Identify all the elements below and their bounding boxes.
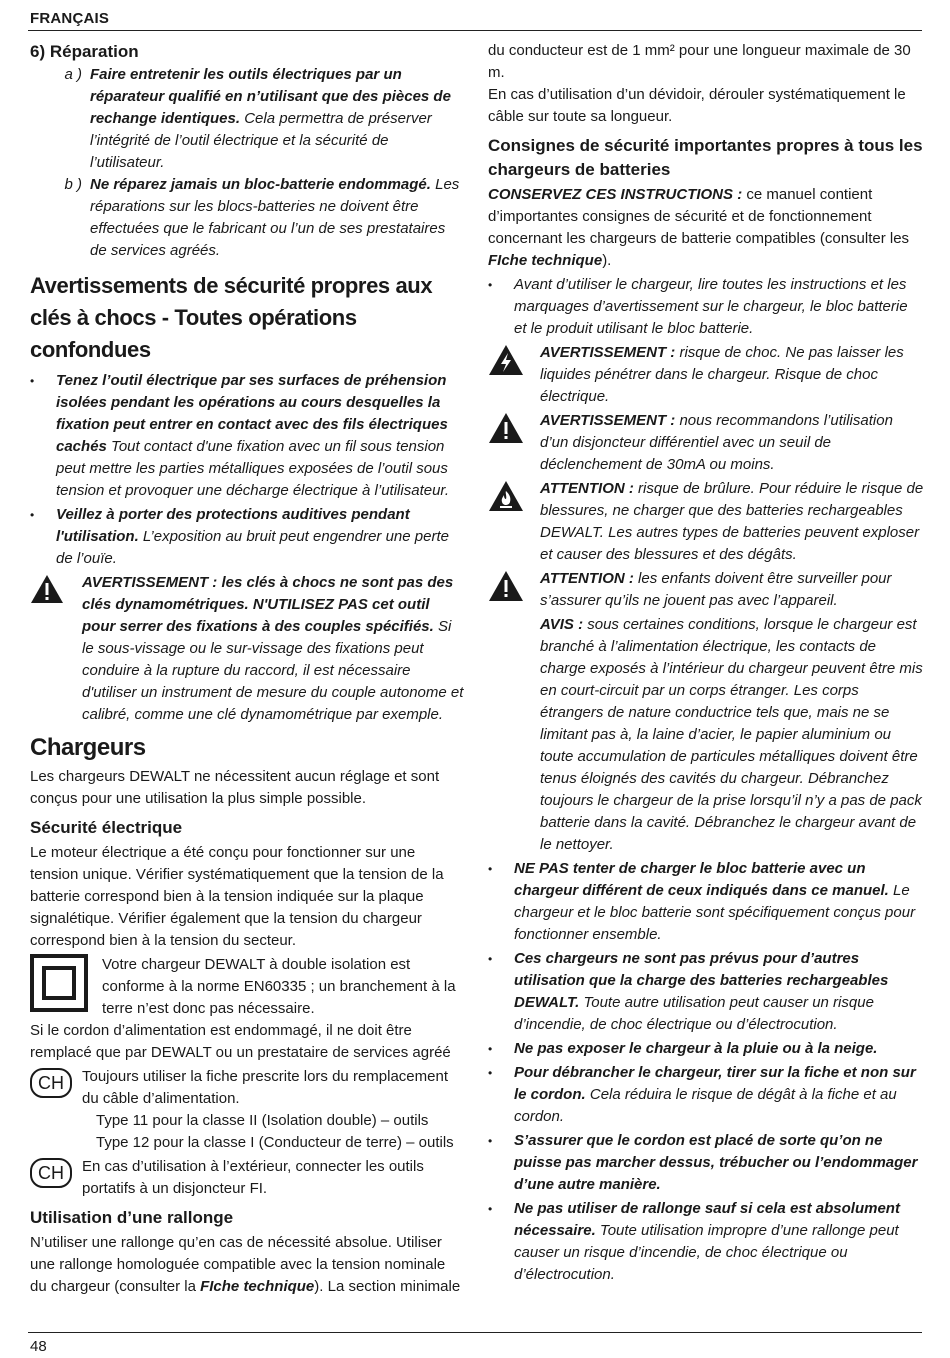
extension-para: N’utiliser une rallonge qu’en cas de nécessité absolue. Utiliser une rallonge homologuée compatible avec la tension nominale du chargeur (consulter la FIche technique). La section minimale bbox=[30, 1234, 461, 1295]
item-label: b ) bbox=[64, 176, 82, 193]
list-item bbox=[30, 504, 464, 570]
page-number: 48 bbox=[30, 1338, 47, 1355]
continued-para-1: du conducteur est de 1 mm² pour une longueur maximale de 30 m. bbox=[488, 42, 911, 81]
notice bbox=[488, 614, 924, 856]
bullet-bold: Tenez l’outil électrique par ses surfaces de préhension isolées pendant les opérations au cours desquelles la fixation peut entrer en contact avec des fils électriques cachés bbox=[56, 372, 448, 455]
chargers-intro: Les chargeurs DEWALT ne nécessitent aucun réglage et sont conçus pour une utilisation la plus simple possible. bbox=[30, 768, 440, 807]
warning-rcd: AVERTISSEMENT : nous recommandons l’utilisation d’un disjoncteur différentiel avec un seuil de déclenchement de 30mA ou moins. bbox=[488, 410, 924, 476]
item-bold: Faire entretenir les outils électriques par un réparateur qualifié en n’utilisant que des pièces de rechange identiques. bbox=[90, 66, 451, 127]
list-item: • Pour débrancher le chargeur, tirer sur la fiche et non sur le cordon. Cela réduira le risque de dégât à la fiche et au cordon. bbox=[488, 1062, 924, 1128]
right-column bbox=[488, 40, 924, 1286]
warning-icon bbox=[30, 572, 82, 726]
repair-item-b bbox=[30, 174, 464, 262]
conserve-bold: CONSERVEZ CES INSTRUCTIONS : bbox=[488, 186, 743, 203]
warning-icon bbox=[488, 568, 540, 612]
notice-text: sous certaines conditions, lorsque le chargeur est branché à l’alimentation électrique, les contacts de charge exposés à l’intérieur du chargeur peuvent être mis en court-circuit par un corps étranger. Les corps étrangers de nature conductrice tels que, mais ne se limitant pas à, la laine d’acier, le papier aluminium ou toute accumulation de particules métalliques doivent être tenus éloignés des cavités du chargeur. Débranchez toujours le chargeur de la prise lorsqu’il n’y a pas de pack batterie dans la cavité. Débranchez le chargeur avant de le nettoyer. bbox=[540, 616, 923, 853]
bullet-icon: • bbox=[488, 1134, 493, 1148]
ch-badge-icon: CH bbox=[30, 1158, 72, 1188]
impact-warning bbox=[30, 572, 464, 726]
electrical-heading: Sécurité électrique bbox=[30, 818, 183, 837]
bullet-icon: • bbox=[488, 952, 493, 966]
bullet-text: L’exposition au bruit peut engendrer une perte de l’ouïe. bbox=[56, 528, 449, 567]
type-12-line: Type 12 pour la classe I (Conducteur de terre) – outils bbox=[96, 1134, 454, 1151]
warning-icon bbox=[488, 410, 540, 476]
ch-row-2 bbox=[30, 1156, 464, 1200]
item-bold: Ne réparez jamais un bloc-batterie endommagé. bbox=[90, 176, 431, 193]
bullet-icon: • bbox=[30, 508, 35, 522]
ch-badge-icon: CH bbox=[30, 1068, 72, 1098]
list-item: • NE PAS tenter de charger le bloc batterie avec un chargeur différent de ceux indiqués dans ce manuel. Le chargeur et le bloc batterie sont spécifiquement conçus pour fonctionner ensemble. bbox=[488, 858, 924, 946]
electrical-para2: Si le cordon d’alimentation est endommagé, il ne doit être remplacé que par DEWALT ou un prestataire de services agréé bbox=[30, 1022, 451, 1061]
list-item: • Ne pas utiliser de rallonge sauf si cela est absolument nécessaire. Toute utilisation impropre d’une rallonge peut causer un risque d’incendie, de choc électrique ou d’électrocution. bbox=[488, 1198, 924, 1286]
header-rule bbox=[28, 30, 922, 31]
ch-row-1 bbox=[30, 1066, 464, 1110]
bullet-text: Avant d’utiliser le chargeur, lire toutes les instructions et les marquages d’avertissement sur le chargeur, le bloc batterie et le produit utilisant le bloc batterie. bbox=[514, 276, 908, 337]
double-insulation-row bbox=[30, 954, 464, 1020]
ch-text-1: Toujours utiliser la fiche prescrite lors du remplacement du câble d’alimentation. bbox=[82, 1068, 448, 1107]
list-item: • Ne pas exposer le chargeur à la pluie ou à la neige. bbox=[488, 1038, 924, 1060]
warning-text: Si le sous-vissage ou le sur-vissage des fixations peut conduire à la rupture du raccord, il est nécessaire d'utiliser un instrument de mesure du couple autonome et calibré, comme une clé dynamométrique par exemple. bbox=[82, 618, 464, 723]
electrical-para1: Le moteur électrique a été conçu pour fonctionner sur une tension unique. Vérifier systématiquement que la tension de la batterie correspond bien à la tension indiquée sur la plaque signalétique. Vérifier également que la tension du chargeur correspond bien à la tension du secteur. bbox=[30, 844, 444, 949]
conserve-para: CONSERVEZ CES INSTRUCTIONS : ce manuel contient d’importantes consignes de sécurité et de fonctionnement concernant les chargeurs de batterie compatibles (consulter les FIche technique). bbox=[488, 186, 910, 269]
item-label: a ) bbox=[64, 66, 82, 83]
list-item: • S’assurer que le cordon est placé de sorte qu’on ne puisse pas marcher dessus, trébucher ou l’endommager d’une autre manière. bbox=[488, 1130, 924, 1196]
list-item bbox=[488, 274, 924, 340]
header-language: FRANÇAIS bbox=[30, 10, 110, 27]
warning-bold: AVERTISSEMENT : les clés à chocs ne sont pas des clés dynamométriques. N'UTILISEZ PAS cet outil pour serrer des fixations à des couples spécifiés. bbox=[82, 574, 454, 635]
bullet-icon: • bbox=[488, 278, 493, 292]
list-item: • Ces chargeurs ne sont pas prévus pour d’autres utilisation que la charge des batteries rechargeables DEWALT. Toute autre utilisation peut causer un risque d’incendie, de choc électrique ou d’électrocution. bbox=[488, 948, 924, 1036]
repair-item-a bbox=[30, 64, 464, 174]
bullet-bold: Veillez à porter des protections auditives pendant l'utilisation. bbox=[56, 506, 410, 545]
impact-heading: Avertissements de sécurité propres aux clés à chocs - Toutes opérations confondues bbox=[30, 273, 433, 362]
repair-heading: 6) Réparation bbox=[30, 42, 139, 61]
double-insulation-icon bbox=[30, 954, 102, 1020]
left-column bbox=[30, 40, 464, 1298]
technical-sheet-ref: FIche technique bbox=[488, 252, 603, 269]
ch-text-2: En cas d’utilisation à l’extérieur, connecter les outils portatifs à un disjoncteur FI. bbox=[82, 1158, 424, 1197]
extension-heading: Utilisation d’une rallonge bbox=[30, 1208, 234, 1227]
chargers-heading: Chargeurs bbox=[30, 734, 146, 761]
warning-burn: ATTENTION : risque de brûlure. Pour réduire le risque de blessures, ne charger que des batteries rechargeables DEWALT. Les autres types de batteries peuvent exploser et causer des blessures et des dégâts. bbox=[488, 478, 924, 566]
double-insulation-text: Votre chargeur DEWALT à double isolation est conforme à la norme EN60335 ; un branchement à la terre n’est donc pas nécessaire. bbox=[102, 956, 456, 1017]
notice-bold: AVIS : bbox=[540, 616, 584, 633]
bullet-icon: • bbox=[488, 862, 493, 876]
warning-shock: AVERTISSEMENT : risque de choc. Ne pas laisser les liquides pénétrer dans le chargeur. Risque de choc électrique. bbox=[488, 342, 924, 408]
bullet-icon: • bbox=[488, 1042, 493, 1056]
fire-warning-icon bbox=[488, 478, 540, 566]
item-text: Les réparations sur les blocs-batteries ne doivent être effectuées que le fabricant ou l’un de ses prestataires de services agréés. bbox=[90, 176, 460, 259]
important-heading: Consignes de sécurité importantes propres à tous les chargeurs de batteries bbox=[488, 136, 923, 179]
type-11-line: Type 11 pour la classe II (Isolation double) – outils bbox=[96, 1112, 429, 1129]
technical-sheet-ref: FIche technique bbox=[200, 1278, 315, 1295]
bullet-icon: • bbox=[30, 374, 35, 388]
footer-rule bbox=[28, 1332, 922, 1333]
bullet-icon: • bbox=[488, 1066, 493, 1080]
bullet-text: Tout contact d'une fixation avec un fil sous tension peut mettre les parties métalliques exposées de l’outil sous tension et provoquer une décharge électrique à l’utilisateur. bbox=[56, 438, 450, 499]
item-text: Cela permettra de préserver l’intégrité de l’outil électrique et la sécurité de l’utilisateur. bbox=[90, 110, 432, 171]
continued-para-2: En cas d’utilisation d’un dévidoir, dérouler systématiquement le câble sur toute sa longueur. bbox=[488, 86, 906, 125]
electric-shock-warning-icon bbox=[488, 342, 540, 408]
warning-children: ATTENTION : les enfants doivent être surveiller pour s’assurer qu’ils ne jouent pas avec l’appareil. bbox=[488, 568, 924, 612]
list-item bbox=[30, 370, 464, 502]
bullet-icon: • bbox=[488, 1202, 493, 1216]
